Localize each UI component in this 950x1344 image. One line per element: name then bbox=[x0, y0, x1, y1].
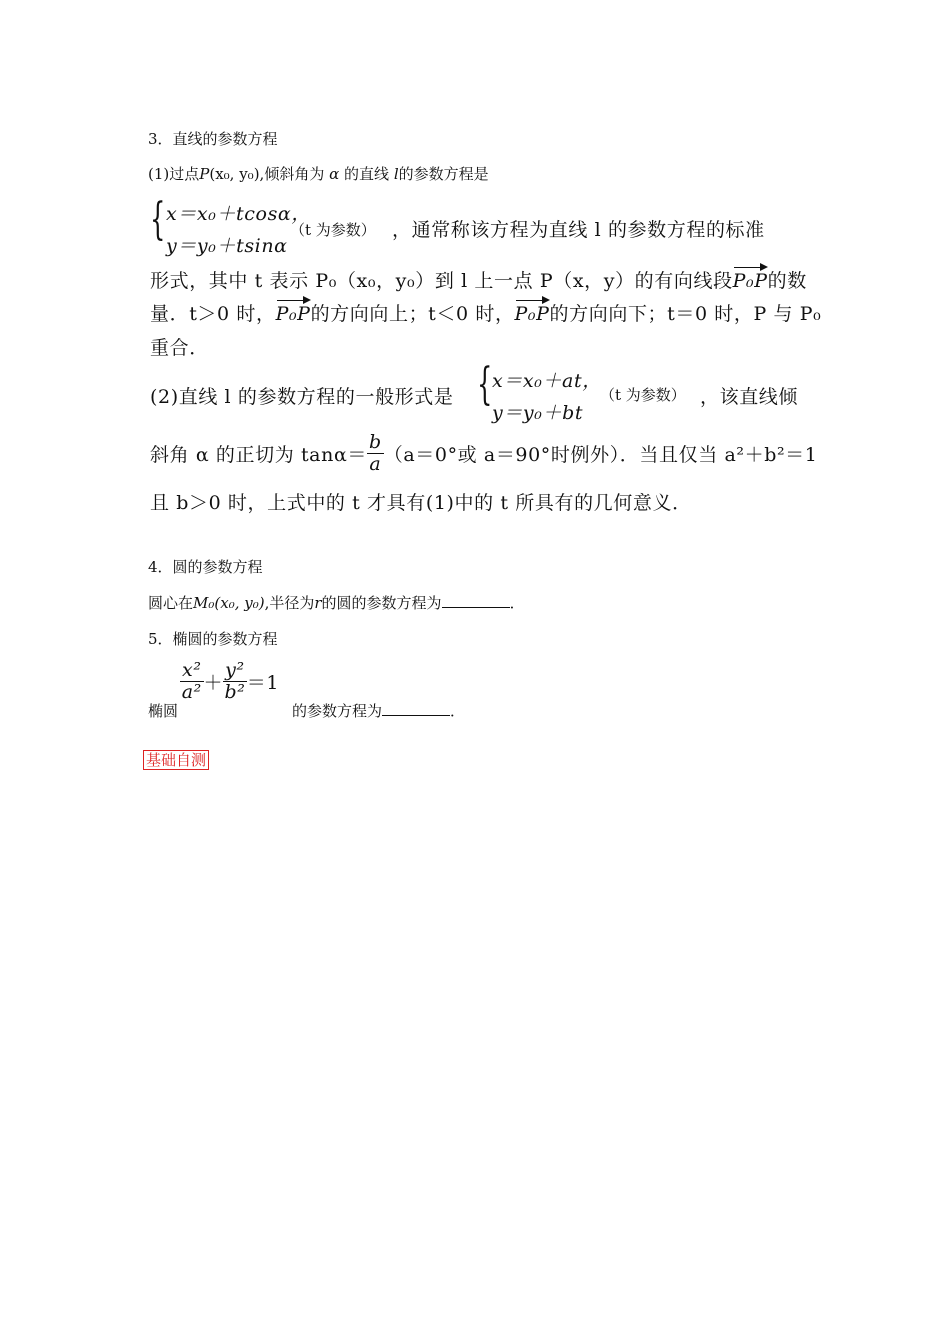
body-line-1: 形式，其中 t 表示 P₀（x₀，y₀）到 l 上一点 P（x，y）的有向线段P₀P的数 bbox=[150, 270, 807, 292]
eq2-line1: x＝x₀＋at， bbox=[492, 370, 602, 392]
basic-self-test-tag: 基础自测 bbox=[143, 749, 209, 770]
section-5-heading: 5．椭圆的参数方程 bbox=[148, 630, 278, 648]
eq2-after: ，该直线倾 bbox=[700, 386, 799, 408]
brace-1: { bbox=[150, 194, 166, 245]
slope-line: 斜角 α 的正切为 tanα＝ $\frac{b}{a}$ （a＝0°或 a＝90°时例外）．当且仅当 a²＋b²＝1 bbox=[150, 431, 818, 475]
x-fraction: $\frac{\text{x²}}{\text{a²}}$ bbox=[181, 659, 202, 703]
eq1-line1: x＝x₀＋tcosα， bbox=[166, 203, 311, 225]
body-line-2: 量．t＞0 时，P₀P的方向向上；t＜0 时，P₀P的方向向下；t＝0 时，P 与 P₀ bbox=[150, 303, 822, 325]
section-3-p1: (1)过点P(x₀, y₀),倾斜角为 α 的直线 l的参数方程是 bbox=[148, 165, 489, 183]
section-5-text: 的参数方程为 ． bbox=[292, 702, 466, 720]
brace-2: { bbox=[477, 359, 493, 410]
section-4-heading: 4．圆的参数方程 bbox=[148, 558, 263, 576]
vector-p0p: P₀P bbox=[514, 303, 550, 325]
eq2-param: （t 为参数） bbox=[600, 386, 686, 404]
final-line: 且 b＞0 时，上式中的 t 才具有(1)中的 t 所具有的几何意义． bbox=[150, 492, 692, 514]
y-fraction: $\frac{\text{y²}}{\text{b²}}$ bbox=[224, 659, 246, 703]
section-3-p2: (2)直线 l 的参数方程的一般形式是 bbox=[150, 386, 454, 408]
eq1-after: ，通常称该方程为直线 l 的参数方程的标准 bbox=[392, 219, 765, 241]
eq1-line2: y＝y₀＋tsinα bbox=[166, 235, 288, 257]
eq1-param: （t 为参数） bbox=[290, 221, 376, 239]
ellipse-equation: $\frac{\text{x²}}{\text{a²}}$ ＋ $\frac{\text{y²}}{\text{b²}}$ ＝1 bbox=[181, 659, 280, 703]
vector-p0p: P₀P bbox=[732, 270, 768, 292]
ellipse-label: 椭圆 bbox=[148, 702, 179, 720]
vector-p0p: P₀P bbox=[275, 303, 311, 325]
eq2-line2: y＝y₀＋bt bbox=[492, 402, 584, 424]
section-3-heading: 3．直线的参数方程 bbox=[148, 130, 278, 148]
answer-blank[interactable] bbox=[442, 593, 510, 608]
slope-fraction: $\frac{b}{a}$ bbox=[368, 431, 382, 475]
answer-blank[interactable] bbox=[382, 701, 450, 716]
section-4-text: 圆心在M₀(x₀, y₀),半径为r的圆的参数方程为 ． bbox=[148, 594, 525, 612]
body-line-3: 重合． bbox=[150, 337, 209, 359]
